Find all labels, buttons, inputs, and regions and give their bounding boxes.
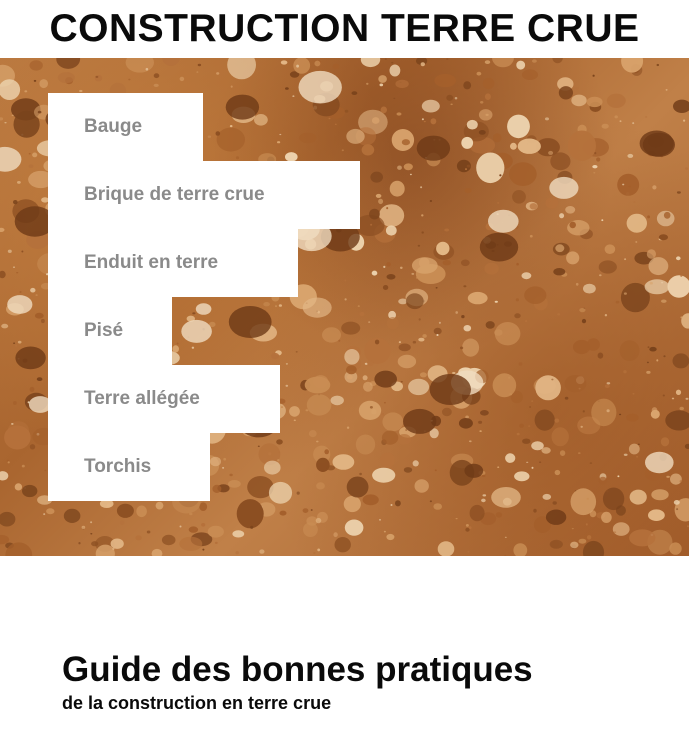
soil-photo xyxy=(0,58,689,556)
menu-item-terre-allegee[interactable] xyxy=(48,365,280,433)
menu-item-label: Torchis xyxy=(84,456,152,477)
menu-item-label: Bauge xyxy=(84,116,143,137)
menu-item-pise[interactable] xyxy=(48,297,172,365)
menu-item-label: Brique de terre crue xyxy=(84,184,265,205)
menu-item-torchis[interactable] xyxy=(48,433,210,501)
guide-title: Guide des bonnes pratiques xyxy=(62,650,533,689)
page-title: CONSTRUCTION TERRE CRUE xyxy=(49,7,640,50)
menu-item-label: Enduit en terre xyxy=(84,252,219,273)
menu-item-brique[interactable] xyxy=(48,161,360,229)
menu-item-label: Terre allégée xyxy=(84,388,200,409)
menu-item-label: Pisé xyxy=(84,320,124,341)
menu-item-bauge[interactable] xyxy=(48,93,203,161)
menu-item-enduit[interactable] xyxy=(48,229,298,297)
guide-subtitle: de la construction en terre crue xyxy=(62,693,332,713)
